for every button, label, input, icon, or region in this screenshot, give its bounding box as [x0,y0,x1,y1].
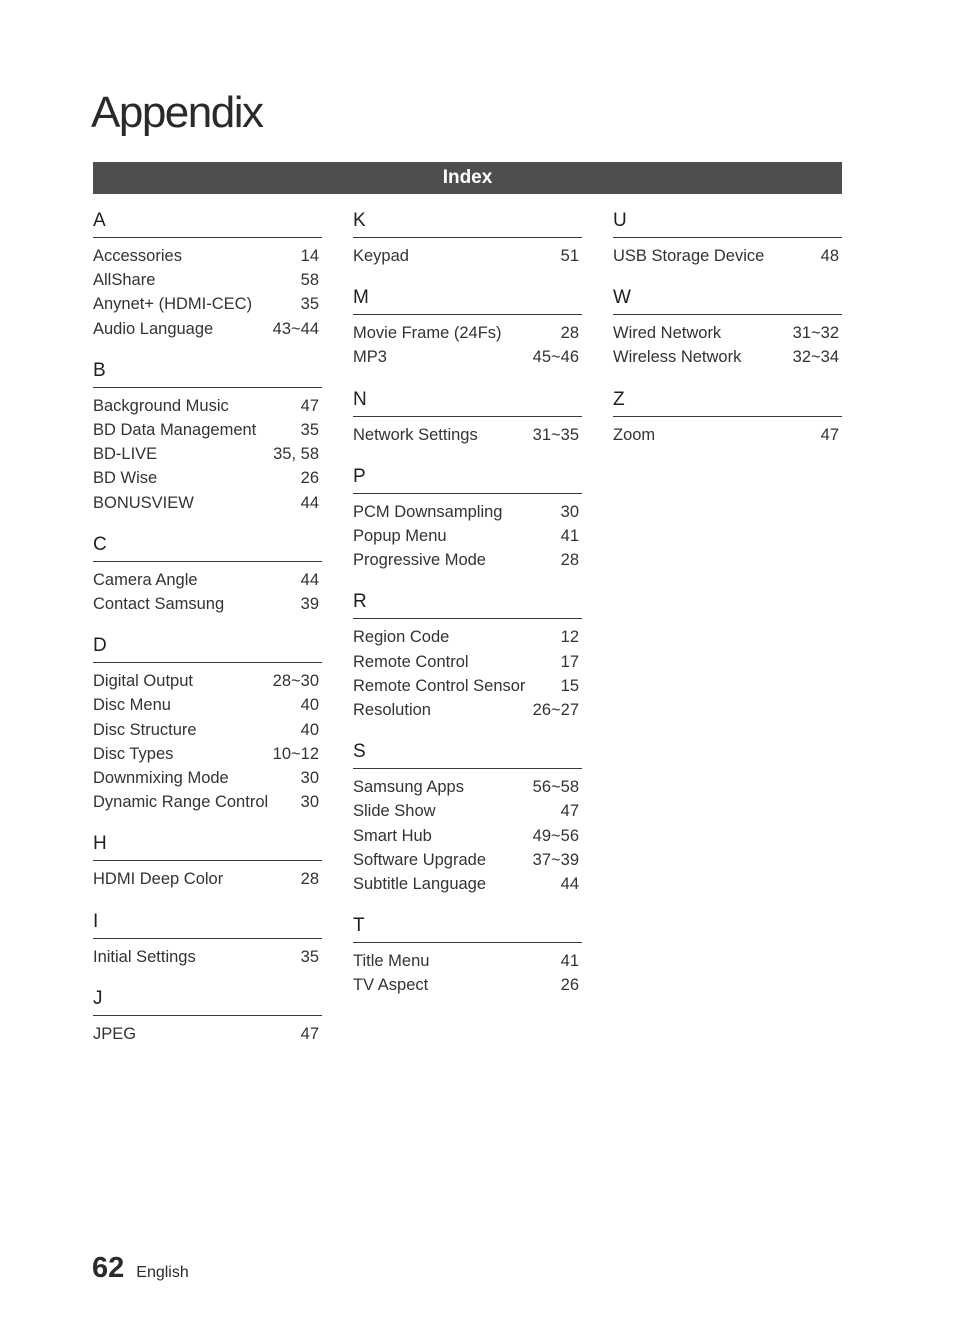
page-number: 62 [92,1252,125,1284]
entry-page: 17 [560,652,579,671]
section-letter: I [93,911,322,939]
index-section-c [93,534,322,616]
section-letter: U [613,210,842,238]
index-section-n [353,389,582,447]
index-column-3 [613,210,842,466]
index-section-k [353,210,582,268]
index-entry [93,317,322,341]
entry-page: 47 [300,396,319,415]
index-entry [353,674,582,698]
index-entry [93,292,322,316]
index-section-z [613,389,842,447]
entry-page: 49~56 [532,826,579,845]
section-letter: W [613,287,842,315]
entry-term: TV Aspect [353,976,429,995]
index-entry [353,244,582,268]
index-section-s [353,741,582,896]
entry-term: Camera Angle [93,570,198,589]
entry-term: Zoom [613,425,656,444]
index-entry [353,524,582,548]
language-label: English [136,1264,189,1281]
entry-term: Wireless Network [613,348,742,367]
entry-term: Wired Network [613,324,722,343]
index-entry [93,568,322,592]
entry-term: Title Menu [353,952,430,971]
entry-term: Slide Show [353,802,436,821]
index-section-a [93,210,322,341]
index-section-m [353,287,582,369]
index-section-b [93,360,322,515]
entry-term: Contact Samsung [93,595,225,614]
entry-page: 40 [300,696,319,715]
entry-page: 35, 58 [273,445,319,464]
entry-page: 28 [300,870,319,889]
entry-term: Disc Types [93,744,174,763]
entry-page: 30 [300,769,319,788]
index-section-h [93,833,322,891]
index-section-t [353,915,582,997]
index-section-j [93,988,322,1046]
index-entry [353,698,582,722]
entry-term: AllShare [93,271,156,290]
entry-page: 26 [560,976,579,995]
index-entry [93,466,322,490]
index-entry [93,491,322,515]
section-letter: H [93,833,322,861]
index-entry [613,423,842,447]
entry-term: HDMI Deep Color [93,870,224,889]
entry-page: 44 [300,570,319,589]
entry-term: Dynamic Range Control [93,793,269,812]
entry-term: Accessories [93,247,182,265]
index-entry [93,394,322,418]
section-letter: C [93,534,322,562]
entry-term: MP3 [353,348,387,367]
index-entry [93,742,322,766]
index-entry [353,625,582,649]
entry-page: 26~27 [532,701,579,720]
entry-term: Movie Frame (24Fs) [353,324,502,343]
section-letter: N [353,389,582,417]
entry-term: USB Storage Device [613,247,765,265]
section-letter: K [353,210,582,238]
entry-term: Remote Control Sensor [353,676,526,695]
entry-term: Progressive Mode [353,551,486,570]
section-letter: S [353,741,582,769]
page-title: Appendix [91,88,263,137]
index-section-w [613,287,842,369]
index-entry [93,669,322,693]
index-section-r [353,591,582,722]
entry-term: Popup Menu [353,527,447,546]
entry-page: 28 [560,551,579,570]
section-letter: R [353,591,582,619]
section-letter: P [353,466,582,494]
index-entry [353,949,582,973]
index-entry [93,592,322,616]
index-section-u [613,210,842,268]
entry-page: 47 [300,1024,319,1043]
entry-term: Software Upgrade [353,850,486,869]
section-letter: J [93,988,322,1016]
entry-page: 43~44 [272,319,319,338]
entry-term: Background Music [93,396,229,415]
index-entry [93,867,322,891]
index-section-p [353,466,582,573]
entry-page: 51 [560,247,579,265]
entry-page: 56~58 [532,778,579,797]
index-entry [93,268,322,292]
entry-term: Subtitle Language [353,875,487,894]
entry-page: 44 [560,875,579,894]
index-entry [613,345,842,369]
index-entry [93,945,322,969]
index-entry [93,790,322,814]
entry-page: 26 [300,469,319,488]
entry-page: 31~35 [532,425,579,444]
entry-page: 12 [560,628,579,647]
index-column-2 [353,210,582,1017]
index-entry [353,799,582,823]
section-letter: M [353,287,582,315]
index-entry [93,766,322,790]
entry-term: Samsung Apps [353,778,464,797]
index-entry [93,244,322,268]
entry-term: Smart Hub [353,826,432,845]
entry-term: Resolution [353,701,431,720]
index-entry [93,442,322,466]
entry-term: BD Data Management [93,421,257,440]
entry-term: Keypad [353,247,409,265]
entry-page: 39 [300,595,319,614]
entry-page: 28~30 [272,672,319,691]
index-entry [93,1022,322,1046]
index-entry [353,321,582,345]
index-entry [93,418,322,442]
section-letter: A [93,210,322,238]
index-entry [353,650,582,674]
entry-page: 58 [300,271,319,290]
index-section-i [93,911,322,969]
entry-page: 31~32 [792,324,839,343]
section-letter: B [93,360,322,388]
entry-page: 35 [300,947,319,966]
entry-term: Initial Settings [93,947,196,966]
section-letter: T [353,915,582,943]
entry-page: 45~46 [532,348,579,367]
index-entry [353,423,582,447]
entry-page: 32~34 [792,348,839,367]
index-entry [353,848,582,872]
index-entry [613,321,842,345]
index-column-1 [93,210,322,1065]
entry-page: 41 [560,952,579,971]
entry-page: 30 [560,502,579,521]
entry-term: BD-LIVE [93,445,158,464]
entry-page: 30 [300,793,319,812]
entry-term: Region Code [353,628,450,647]
entry-page: 35 [300,421,319,440]
index-entry [353,824,582,848]
index-banner: Index [93,162,842,194]
entry-term: Anynet+ (HDMI-CEC) [93,295,253,314]
entry-term: Remote Control [353,652,469,671]
entry-term: Digital Output [93,672,193,691]
entry-page: 41 [560,527,579,546]
entry-term: BONUSVIEW [93,493,194,512]
section-letter: Z [613,389,842,417]
index-entry [353,872,582,896]
page-footer [92,1252,189,1285]
entry-page: 14 [300,247,319,265]
index-entry [353,775,582,799]
entry-term: BD Wise [93,469,158,488]
index-entry [93,718,322,742]
entry-page: 37~39 [532,850,579,869]
entry-page: 28 [560,324,579,343]
index-section-d [93,635,322,814]
entry-page: 40 [300,720,319,739]
index-entry [353,345,582,369]
entry-page: 15 [560,676,579,695]
index-entry [93,693,322,717]
entry-term: Network Settings [353,425,478,444]
index-entry [613,244,842,268]
entry-term: Disc Menu [93,696,171,715]
entry-term: Disc Structure [93,720,197,739]
entry-term: PCM Downsampling [353,502,503,521]
entry-term: Audio Language [93,319,214,338]
entry-page: 35 [300,295,319,314]
index-entry [353,500,582,524]
index-entry [353,973,582,997]
index-entry [353,548,582,572]
entry-page: 10~12 [272,744,319,763]
entry-page: 44 [300,493,319,512]
entry-term: Downmixing Mode [93,769,229,788]
entry-term: JPEG [93,1024,137,1043]
entry-page: 48 [820,247,839,265]
entry-page: 47 [560,802,579,821]
entry-page: 47 [820,425,839,444]
section-letter: D [93,635,322,663]
